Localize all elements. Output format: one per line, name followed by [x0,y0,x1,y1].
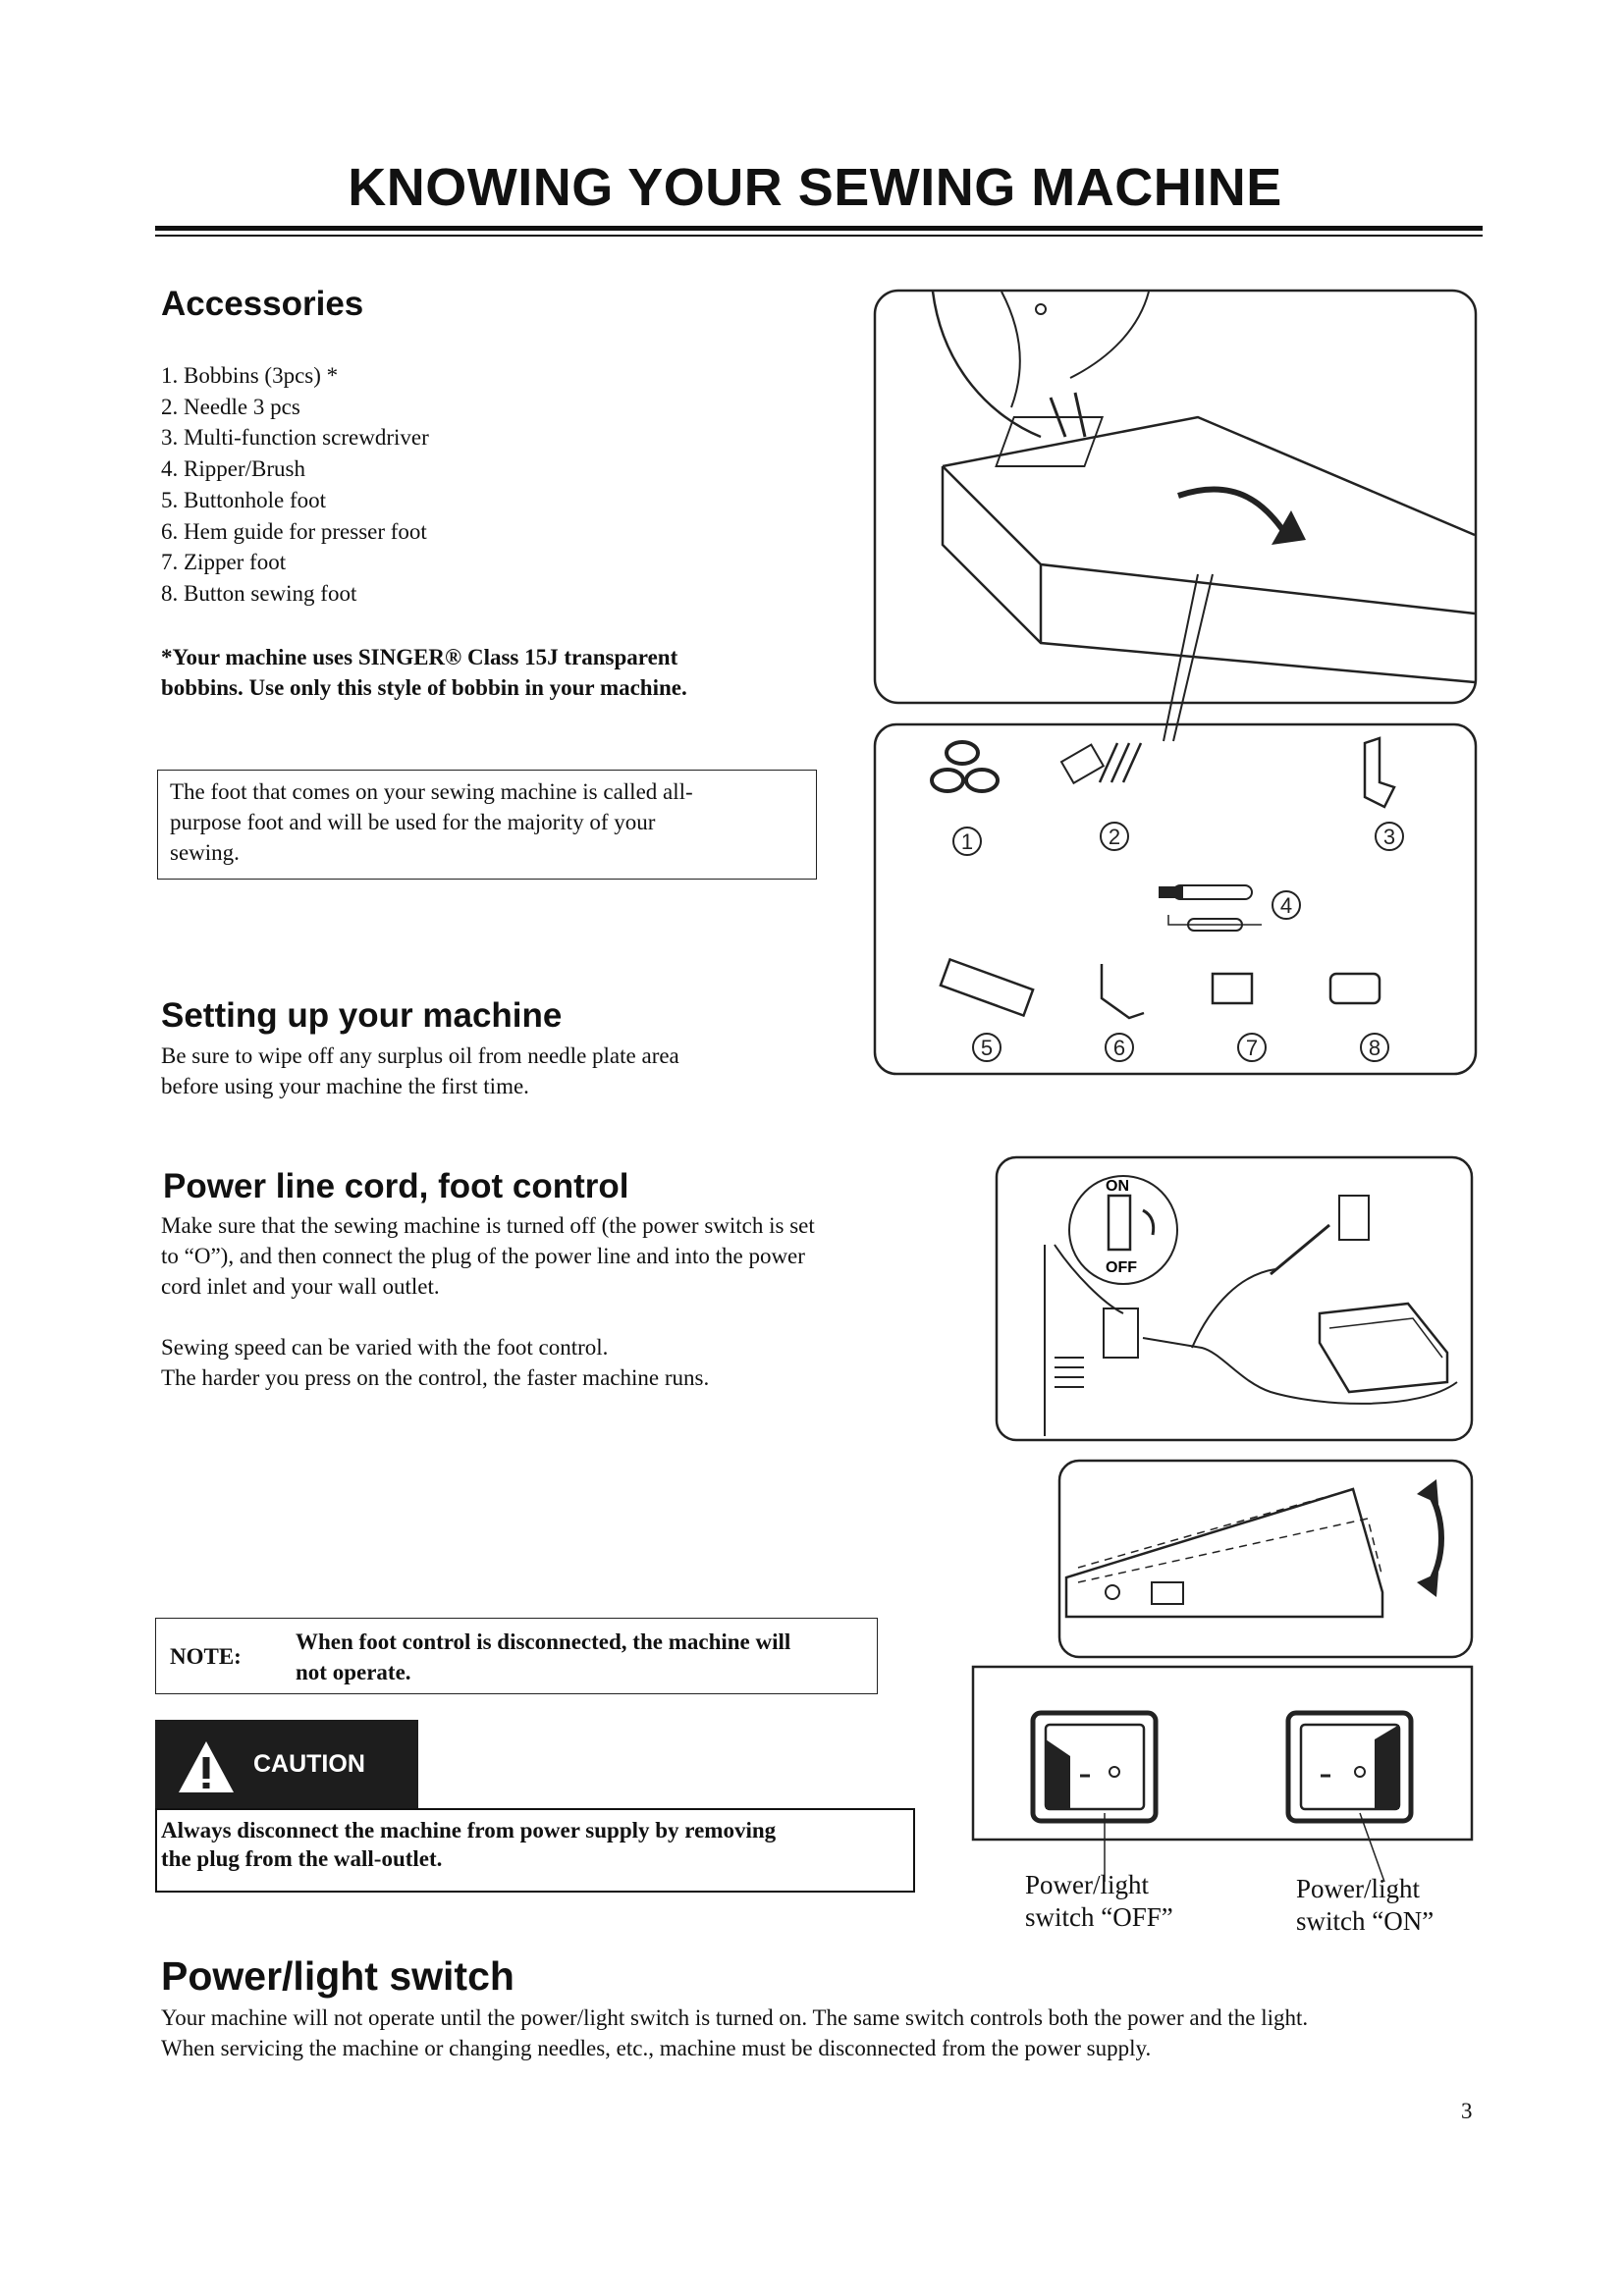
accessories-illustration [874,723,1479,1077]
foot-info-box: The foot that comes on your sewing machine is called all- purpose foot and will be used for the majority of your sewing. [157,770,817,880]
switch-on-text: ON [1106,1178,1129,1195]
power-switch-illustration [972,1666,1475,1842]
power-cord-illustration [996,1156,1475,1443]
list-item: 6. Hem guide for presser foot [161,518,427,544]
screwdriver-icon [1365,738,1394,807]
hem-guide-icon [1102,964,1144,1018]
foot-pedal-icon [1320,1304,1447,1392]
power-cord-heading: Power line cord, foot control [163,1167,629,1205]
list-item: 3. Multi-function screwdriver [161,425,429,451]
note-box [155,1618,878,1694]
accessory-number-5: 5 [980,1036,994,1060]
accessory-number-2: 2 [1108,825,1121,849]
caution-text: Always disconnect the machine from power supply by removing the plug from the wall-outlet. [155,1808,915,1893]
accessory-number-4: 4 [1279,893,1293,918]
zipper-foot-icon [1213,974,1252,1003]
caution-label: CAUTION [253,1750,365,1778]
switch-off-label: Power/light switch “OFF” [1025,1870,1173,1932]
accessory-number-6: 6 [1112,1036,1126,1060]
sewing-machine-illustration [874,290,1479,707]
button-sewing-foot-icon [1330,974,1380,1003]
bobbins-icon [932,742,998,791]
switch-on-icon [1288,1713,1411,1821]
accessory-number-1: 1 [960,829,974,854]
switch-on-label: Power/light switch “ON” [1296,1874,1435,1936]
list-item: 7. Zipper foot [161,550,287,575]
foot-control-side-illustration [1058,1460,1475,1660]
note-label: NOTE: [170,1644,242,1669]
power-cord-text: Make sure that the sewing machine is turned off (the power switch is set to “O”), and then connect the plug of the power line and into the power cord inlet and your wall outlet. Sewing speed can be varied with the foot control. The harder you press on the control, the faster machine runs. [161,1213,815,1390]
caution-banner [155,1720,418,1810]
ventilation-grille [1055,1358,1084,1387]
list-item: 5. Buttonhole foot [161,487,327,512]
list-item: 1. Bobbins (3pcs) * [161,363,339,388]
power-switch-heading: Power/light switch [161,1953,514,1999]
list-item: 2. Needle 3 pcs [161,394,300,419]
buttonhole-foot-icon [941,959,1033,1015]
setup-text: Be sure to wipe off any surplus oil from needle plate area before using your machine the first time. [161,1043,679,1098]
page-title: KNOWING YOUR SEWING MACHINE [348,158,1282,217]
power-switch-text: Your machine will not operate until the power/light switch is turned on. The same switch controls both the power and the light. When servicing the machine or changing needles, etc., machine must be disconnected from the power supply. [161,2005,1309,2060]
accessory-number-3: 3 [1382,825,1396,849]
title-rule-thick [155,226,1483,231]
accessory-number-8: 8 [1368,1036,1381,1060]
setup-heading: Setting up your machine [161,996,563,1035]
bobbin-note: *Your machine uses SINGER® Class 15J transparent bobbins. Use only this style of bobbin in your machine. [161,645,687,700]
accessory-number-7: 7 [1245,1036,1259,1060]
wall-outlet [1339,1196,1369,1240]
note-text: When foot control is disconnected, the machine will not operate. [296,1629,791,1684]
accessories-list [161,360,848,610]
list-item: 8. Button sewing foot [161,580,357,606]
switch-off-icon [1033,1713,1156,1821]
ripper-brush-icon [1159,885,1262,931]
needles-icon [1061,743,1141,783]
list-item: 4. Ripper/Brush [161,456,305,482]
switch-off-text: OFF [1106,1259,1137,1276]
warning-icon [177,1737,236,1796]
accessories-heading: Accessories [161,285,364,323]
title-rule-thin [155,235,1483,237]
page-number: 3 [1461,2099,1473,2123]
